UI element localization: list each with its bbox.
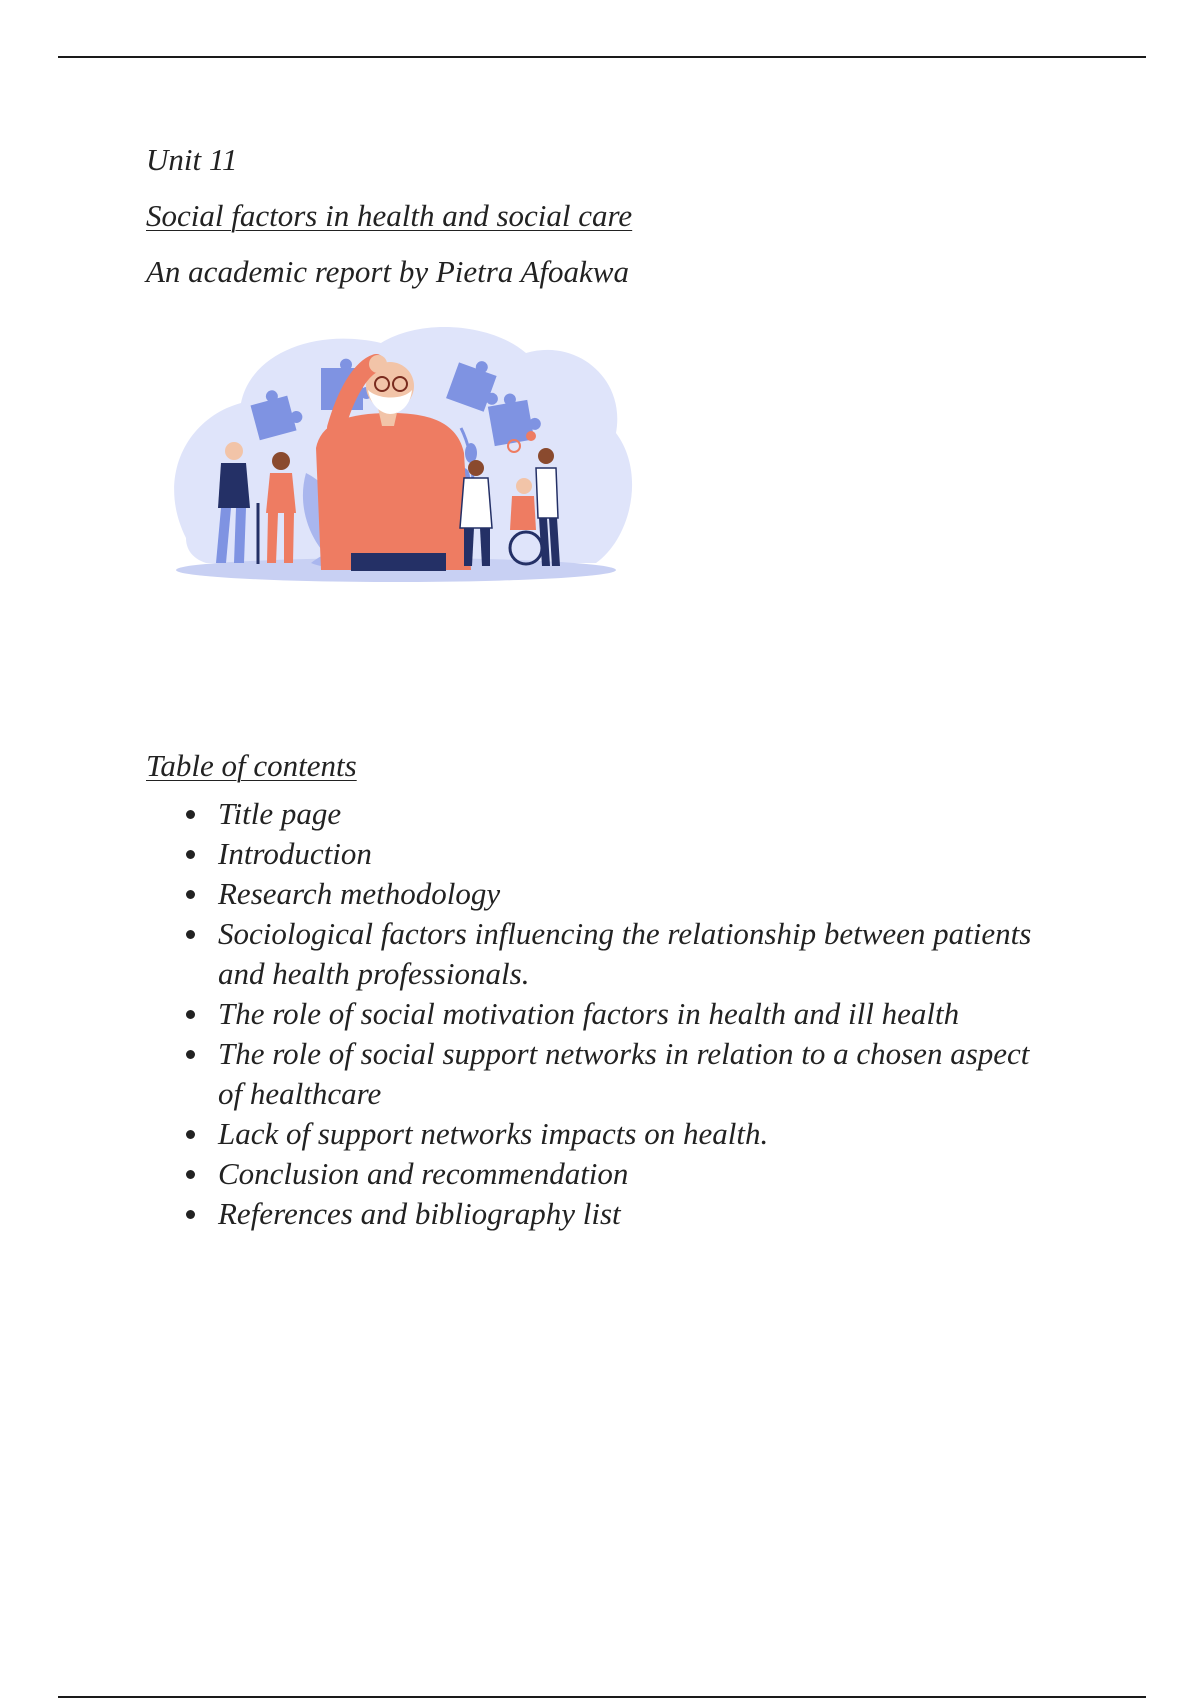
bottom-rule (58, 1696, 1146, 1698)
title-page (146, 140, 1046, 1234)
report-title: Social factors in health and social care (146, 198, 633, 233)
top-rule (58, 56, 1146, 58)
toc-list (146, 794, 1046, 1234)
toc-item: Lack of support networks impacts on health. (186, 1114, 1046, 1154)
toc-item: Conclusion and recommendation (186, 1154, 1046, 1194)
toc-item: Sociological factors influencing the relationship between patients and health professionals. (186, 914, 1046, 994)
toc-item: The role of social motivation factors in health and ill health (186, 994, 1046, 1034)
toc-item: Research methodology (186, 874, 1046, 914)
toc-item: Introduction (186, 834, 1046, 874)
report-byline: An academic report by Pietra Afoakwa (146, 254, 629, 289)
toc-item: References and bibliography list (186, 1194, 1046, 1234)
healthcare-illustration (146, 308, 646, 628)
unit-label: Unit 11 (146, 142, 238, 177)
toc-item: Title page (186, 794, 1046, 834)
toc-item: The role of social support networks in relation to a chosen aspect of healthcare (186, 1034, 1046, 1114)
toc-heading: Table of contents (146, 748, 357, 783)
